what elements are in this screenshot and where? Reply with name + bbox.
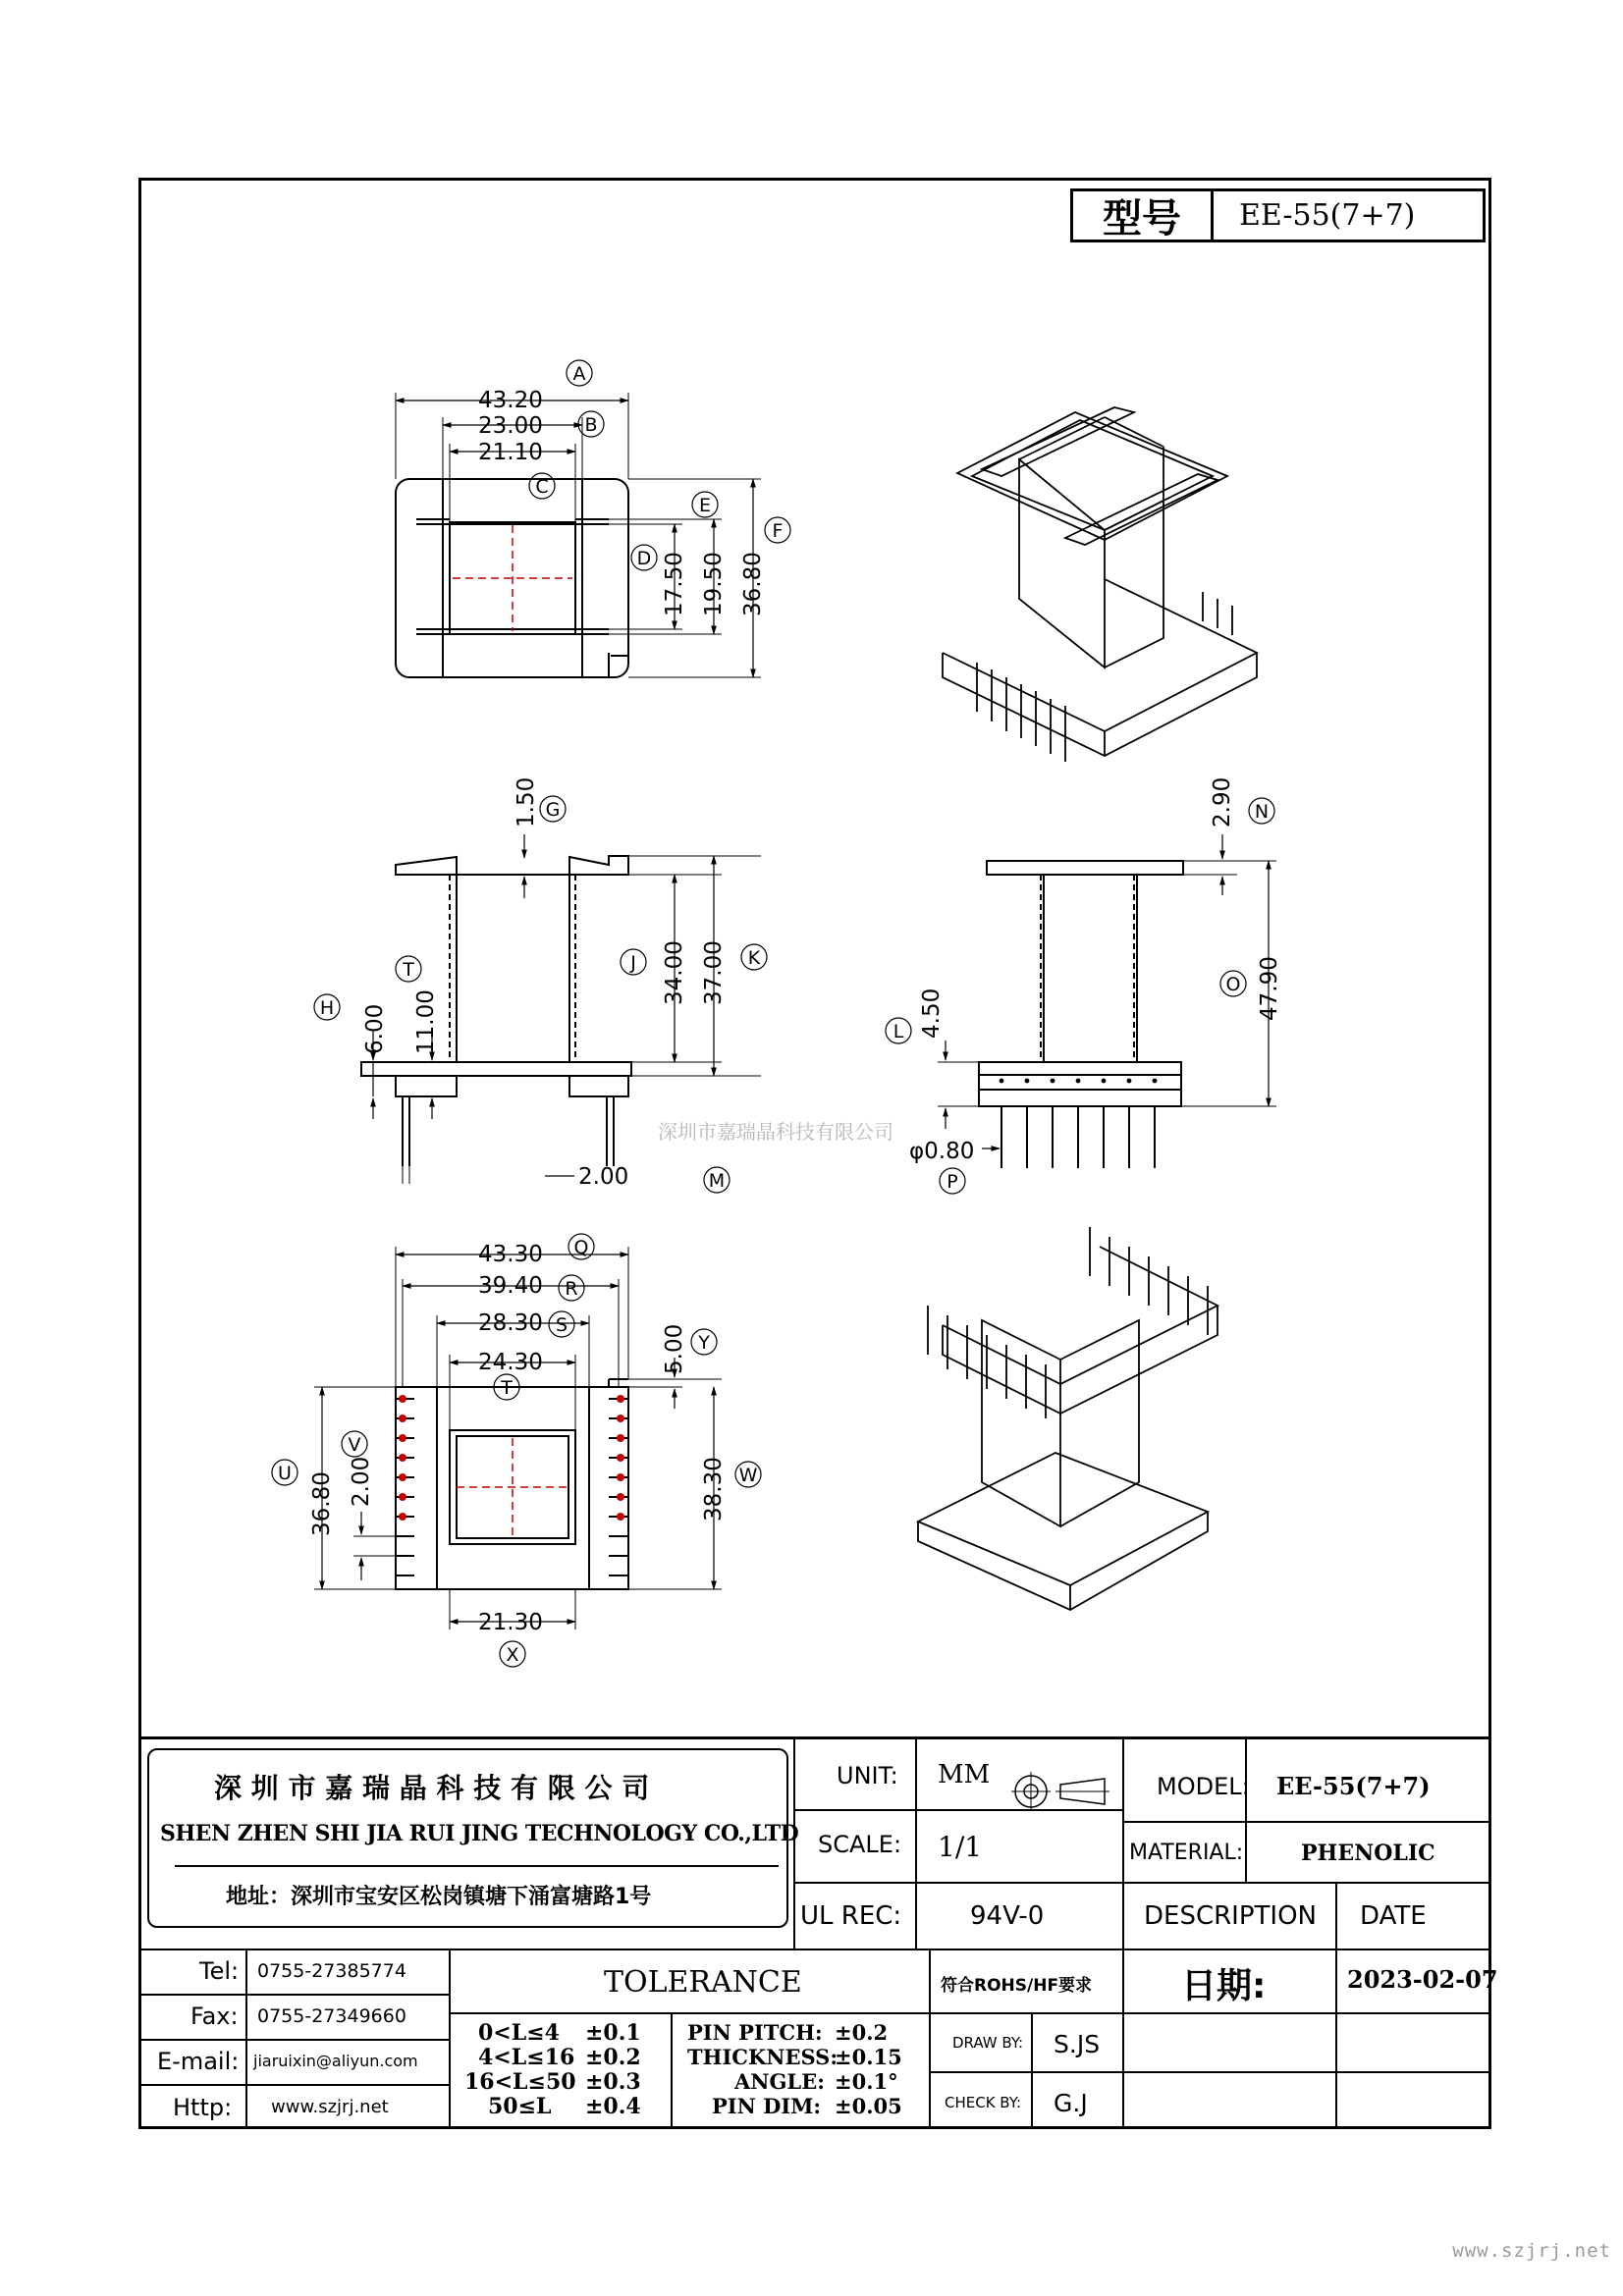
balloon-G: G [545, 799, 561, 821]
balloon-T: T [403, 959, 414, 981]
dim-H: 6.00 [362, 1003, 388, 1054]
balloon-E: E [698, 495, 712, 516]
http-label: Http: [173, 2094, 233, 2121]
dim-G: 1.50 [514, 776, 539, 828]
tel-label: Tel: [199, 1957, 240, 1985]
dim-N: 2.90 [1210, 776, 1235, 828]
contact-row-1 [138, 1994, 451, 1996]
dim-M: 2.00 [578, 1164, 629, 1190]
dim-E: 19.50 [701, 552, 727, 616]
side-view [938, 834, 1276, 1168]
dim-K: 37.00 [701, 940, 727, 1005]
spec-tol-2: ±0.1° [835, 2069, 898, 2094]
spec-tol-3: ±0.05 [835, 2094, 902, 2118]
watermark-text: 深圳市嘉瑞晶科技有限公司 [658, 1120, 893, 1144]
unit-label: UNIT: [837, 1762, 898, 1789]
v-line-2 [915, 1736, 917, 1949]
balloon-N: N [1254, 801, 1270, 823]
bottom-view [314, 1247, 722, 1629]
unit-value: MM [938, 1760, 991, 1789]
dim-D: 17.50 [662, 552, 687, 616]
v-line-3 [1122, 1736, 1124, 2129]
material-value: PHENOLIC [1301, 1841, 1435, 1866]
tol-range-3: 50≤L [488, 2094, 552, 2119]
contact-row-2 [138, 2039, 451, 2041]
balloon-L: L [893, 1021, 904, 1042]
tol-range-0: 0<L≤4 [478, 2020, 560, 2046]
company-name-en: SHEN ZHEN SHI JIA RUI JING TECHNOLOGY CO.,LTD [160, 1821, 799, 1846]
dim-C: 21.10 [478, 440, 543, 465]
tol-value-1: ±0.2 [585, 2045, 641, 2070]
balloon-P: P [947, 1171, 958, 1193]
dim-Q: 43.30 [478, 1242, 543, 1267]
date-label: DATE [1360, 1901, 1427, 1931]
balloon-F: F [772, 520, 784, 542]
material-label: MATERIAL: [1129, 1841, 1244, 1865]
tolerance-mid-line [671, 2012, 673, 2129]
tel-value: 0755-27385774 [257, 1960, 406, 1982]
balloon-U: U [278, 1463, 292, 1484]
model-label: MODEL: [1157, 1773, 1250, 1800]
balloon-B: B [584, 414, 598, 436]
balloon-Y: Y [698, 1332, 710, 1354]
model-value: EE-55(7+7) [1276, 1772, 1431, 1800]
tolerance-title-line [451, 2012, 931, 2014]
http-value[interactable]: www.szjrj.net [271, 2097, 389, 2117]
spec-name-3: PIN DIM: [712, 2094, 822, 2118]
spec-name-0: PIN PITCH: [687, 2020, 823, 2045]
balloon-Q: Q [573, 1237, 589, 1258]
dim-P: φ0.80 [909, 1139, 975, 1164]
dim-F: 36.80 [740, 552, 766, 616]
projection-symbol-icon [1006, 1767, 1114, 1816]
draw-by-value: S.JS [1054, 2030, 1101, 2058]
dim-R: 39.40 [478, 1273, 543, 1299]
scale-value: 1/1 [938, 1831, 983, 1863]
company-address: 地址：深圳市宝安区松岗镇塘下涌富塘路1号 [226, 1885, 652, 1909]
balloon-J: J [630, 952, 636, 974]
model-header-label: 型号 [1073, 191, 1214, 240]
dim-O: 47.90 [1257, 956, 1282, 1021]
fax-value: 0755-27349660 [257, 2005, 406, 2027]
dim-A: 43.20 [478, 388, 543, 413]
balloon-A: A [572, 363, 586, 385]
tol-value-0: ±0.1 [585, 2020, 641, 2046]
balloon-V: V [348, 1434, 361, 1456]
description-label: DESCRIPTION [1144, 1901, 1317, 1931]
draw-by-label: DRAW BY: [952, 2034, 1024, 2052]
date-cn-label: 日期: [1181, 1966, 1267, 2006]
bottom-view-pin-dots [399, 1395, 624, 1521]
contact-row-3 [138, 2084, 451, 2086]
v-line-4 [1245, 1736, 1247, 1882]
date-value: 2023-02-07 [1347, 1965, 1498, 1994]
dim-L: 4.50 [919, 988, 945, 1039]
side-view-pin-dots [1000, 1079, 1158, 1084]
ulrec-value: 94V-0 [970, 1901, 1045, 1931]
tol-range-1: 4<L≤16 [478, 2045, 575, 2070]
ulrec-label: UL REC: [800, 1901, 902, 1931]
dim-U: 36.80 [309, 1471, 335, 1536]
balloon-K: K [747, 947, 761, 969]
rohs-note: 符合ROHS/HF要求 [941, 1976, 1093, 1996]
balloon-X: X [506, 1644, 519, 1666]
balloon-O: O [1225, 974, 1241, 995]
dim-T-bottom: 24.30 [478, 1350, 543, 1375]
dim-S: 28.30 [478, 1310, 543, 1336]
h-line-model [1122, 1821, 1491, 1823]
spec-tol-1: ±0.15 [835, 2045, 902, 2069]
dim-X: 21.30 [478, 1610, 543, 1635]
top-view [396, 393, 761, 677]
iso-view-upper [943, 407, 1257, 762]
balloon-T-bottom: T [501, 1377, 513, 1399]
v-line-1 [793, 1736, 795, 1949]
h-line-date [931, 2012, 1491, 2014]
spec-name-2: ANGLE: [734, 2069, 825, 2094]
balloon-R: R [565, 1278, 578, 1300]
email-value[interactable]: jiaruixin@aliyun.com [253, 2052, 418, 2070]
tolerance-title: TOLERANCE [604, 1965, 802, 2000]
dim-T-front: 11.00 [413, 989, 439, 1054]
check-by-value: G.J [1054, 2089, 1088, 2117]
balloon-W: W [738, 1465, 758, 1486]
company-divider [175, 1865, 779, 1867]
tol-range-2: 16<L≤50 [464, 2069, 576, 2095]
v-line-5 [1335, 1882, 1337, 2129]
balloon-S: S [555, 1314, 568, 1336]
fax-label: Fax: [190, 2002, 239, 2030]
dim-W: 38.30 [701, 1457, 727, 1522]
dim-V: 2.00 [349, 1456, 374, 1507]
balloon-C: C [535, 476, 549, 498]
dim-J: 34.00 [662, 940, 687, 1005]
tol-value-2: ±0.3 [585, 2069, 641, 2095]
footer-url: www.szjrj.net [1452, 2240, 1611, 2262]
spec-tol-0: ±0.2 [835, 2020, 889, 2045]
spec-name-1: THICKNESS: [687, 2045, 839, 2069]
h-line-draw [931, 2071, 1491, 2073]
rohs-divider [1031, 2012, 1033, 2129]
balloon-M: M [708, 1170, 726, 1192]
company-name-cn: 深 圳 市 嘉 瑞 晶 科 技 有 限 公 司 [214, 1772, 650, 1804]
tol-value-3: ±0.4 [585, 2094, 641, 2119]
scale-label: SCALE: [818, 1831, 902, 1858]
dim-Y: 5.00 [662, 1323, 687, 1374]
h-line-scale [793, 1882, 1491, 1884]
balloon-H: H [319, 997, 335, 1019]
dim-B: 23.00 [478, 413, 543, 439]
email-label: E-mail: [157, 2048, 240, 2075]
model-header-value: EE-55(7+7) [1239, 198, 1416, 233]
check-by-label: CHECK BY: [945, 2094, 1022, 2111]
balloon-D: D [636, 548, 652, 569]
